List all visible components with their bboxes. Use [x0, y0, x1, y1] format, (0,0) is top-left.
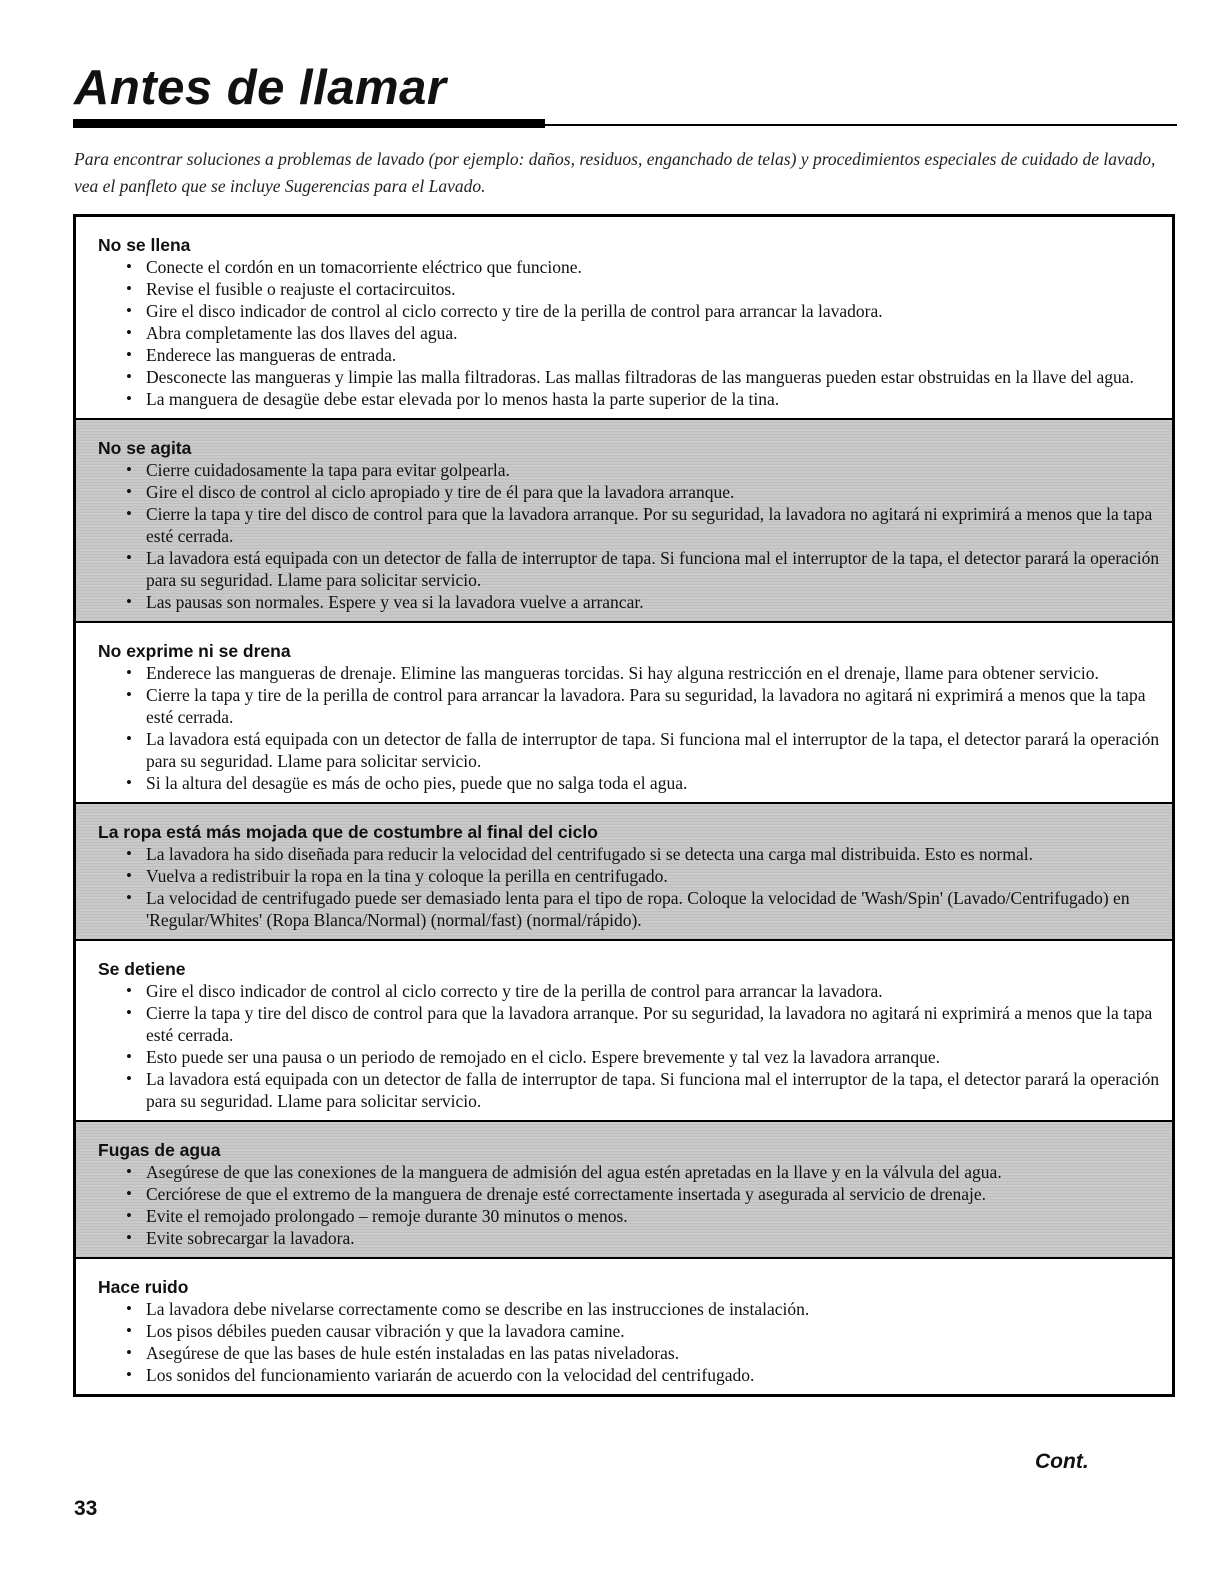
- solution-item: • Gire el disco indicador de control al ciclo correcto y tire de la perilla de control para arrancar la lavadora.: [126, 300, 1160, 322]
- solution-item: • Los sonidos del funcionamiento variarán de acuerdo con la velocidad del centrifugado.: [126, 1364, 1160, 1386]
- problem-title: La ropa está más mojada que de costumbre al final del ciclo: [98, 822, 598, 842]
- solution-list: [98, 1298, 1160, 1386]
- solution-item: • Cierre la tapa y tire del disco de control para que la lavadora arranque. Por su seguridad, la lavadora no agitará ni exprimirá a menos que la tapa esté cerrada.: [126, 1002, 1160, 1046]
- solution-list: [98, 662, 1160, 794]
- solution-item: • Cierre la tapa y tire del disco de control para que la lavadora arranque. Por su seguridad, la lavadora no agitará ni exprimirá a menos que la tapa esté cerrada.: [126, 503, 1160, 547]
- solution-item: • Vuelva a redistribuir la ropa en la tina y coloque la perilla en centrifugado.: [126, 865, 1160, 887]
- solution-item: • Gire el disco de control al ciclo apropiado y tire de él para que la lavadora arranque.: [126, 481, 1160, 503]
- solution-item: • Cierre cuidadosamente la tapa para evitar golpearla.: [126, 459, 1160, 481]
- solution-item: • Asegúrese de que las conexiones de la manguera de admisión del agua estén apretadas en la llave y en la válvula del agua.: [126, 1161, 1160, 1183]
- solution-item: • La lavadora está equipada con un detector de falla de interruptor de tapa. Si funciona mal el interruptor de la tapa, el detector parará la operación para su seguridad. Llame para solicitar servicio.: [126, 547, 1160, 591]
- title-rule-thick: [73, 119, 545, 128]
- solution-list: [98, 1161, 1160, 1249]
- solution-item: • Las pausas son normales. Espere y vea si la lavadora vuelve a arrancar.: [126, 591, 1160, 613]
- solution-item: • La lavadora está equipada con un detector de falla de interruptor de tapa. Si funciona mal el interruptor de la tapa, el detector parará la operación para su seguridad. Llame para solicitar servicio.: [126, 728, 1160, 772]
- problem-title: No exprime ni se drena: [98, 641, 291, 661]
- solution-item: • Enderece las mangueras de entrada.: [126, 344, 1160, 366]
- problem-section: [76, 1257, 1172, 1394]
- title-rule-thin: [545, 124, 1177, 126]
- solution-list: [98, 256, 1160, 410]
- solution-item: • La velocidad de centrifugado puede ser demasiado lenta para el tipo de ropa. Coloque la velocidad de 'Wash/Spin' (Lavado/Centrifugado) en 'Regular/Whites' (Ropa Blanca/Normal) (normal/fast) (normal/rápido).: [126, 887, 1160, 931]
- troubleshooting-table: [73, 214, 1175, 1397]
- solution-item: • Enderece las mangueras de drenaje. Elimine las mangueras torcidas. Si hay alguna restricción en el drenaje, llame para obtener servicio.: [126, 662, 1160, 684]
- intro-text: Para encontrar soluciones a problemas de lavado (por ejemplo: daños, residuos, enganchado de telas) y procedimientos especiales de cuidado de lavado, vea el panfleto que se incluye Sugerencias para el Lavado.: [74, 149, 1156, 196]
- solution-item: • Conecte el cordón en un tomacorriente eléctrico que funcione.: [126, 256, 1160, 278]
- solution-list: [98, 843, 1160, 931]
- problem-section: [76, 939, 1172, 1120]
- problem-section: [76, 802, 1172, 939]
- solution-item: • Abra completamente las dos llaves del agua.: [126, 322, 1160, 344]
- problem-section: [76, 621, 1172, 802]
- solution-item: • La lavadora ha sido diseñada para reducir la velocidad del centrifugado si se detecta una carga mal distribuida. Esto es normal.: [126, 843, 1160, 865]
- solution-item: • Los pisos débiles pueden causar vibración y que la lavadora camine.: [126, 1320, 1160, 1342]
- solution-item: • Desconecte las mangueras y limpie las malla filtradoras. Las mallas filtradoras de las mangueras pueden estar obstruidas en la llave del agua.: [126, 366, 1160, 388]
- solution-item: • La lavadora debe nivelarse correctamente como se describe en las instrucciones de instalación.: [126, 1298, 1160, 1320]
- solution-item: • La manguera de desagüe debe estar elevada por lo menos hasta la parte superior de la tina.: [126, 388, 1160, 410]
- solution-item: • Evite el remojado prolongado – remoje durante 30 minutos o menos.: [126, 1205, 1160, 1227]
- solution-item: • Cerciórese de que el extremo de la manguera de drenaje esté correctamente insertada y asegurada al servicio de drenaje.: [126, 1183, 1160, 1205]
- problem-title: Hace ruido: [98, 1277, 189, 1297]
- solution-item: • Asegúrese de que las bases de hule estén instaladas en las patas niveladoras.: [126, 1342, 1160, 1364]
- solution-item: • Esto puede ser una pausa o un periodo de remojado en el ciclo. Espere brevemente y tal vez la lavadora arranque.: [126, 1046, 1160, 1068]
- solution-item: • Cierre la tapa y tire de la perilla de control para arrancar la lavadora. Para su seguridad, la lavadora no agitará ni exprimirá a menos que la tapa esté cerrada.: [126, 684, 1160, 728]
- problem-title: No se agita: [98, 438, 192, 458]
- solution-item: • La lavadora está equipada con un detector de falla de interruptor de tapa. Si funciona mal el interruptor de la tapa, el detector parará la operación para su seguridad. Llame para solicitar servicio.: [126, 1068, 1160, 1112]
- problem-section: [76, 418, 1172, 621]
- problem-title: Fugas de agua: [98, 1140, 221, 1160]
- solution-item: • Gire el disco indicador de control al ciclo correcto y tire de la perilla de control para arrancar la lavadora.: [126, 980, 1160, 1002]
- solution-item: • Si la altura del desagüe es más de ocho pies, puede que no salga toda el agua.: [126, 772, 1160, 794]
- continued-label: Cont.: [1035, 1450, 1089, 1473]
- problem-section: [76, 1120, 1172, 1257]
- page-title: Antes de llamar: [74, 61, 447, 115]
- solution-list: [98, 980, 1160, 1112]
- solution-item: • Evite sobrecargar la lavadora.: [126, 1227, 1160, 1249]
- page-number: 33: [74, 1497, 98, 1520]
- problem-section: [76, 217, 1172, 418]
- problem-title: No se llena: [98, 235, 191, 255]
- solution-item: • Revise el fusible o reajuste el cortacircuitos.: [126, 278, 1160, 300]
- problem-title: Se detiene: [98, 959, 186, 979]
- solution-list: [98, 459, 1160, 613]
